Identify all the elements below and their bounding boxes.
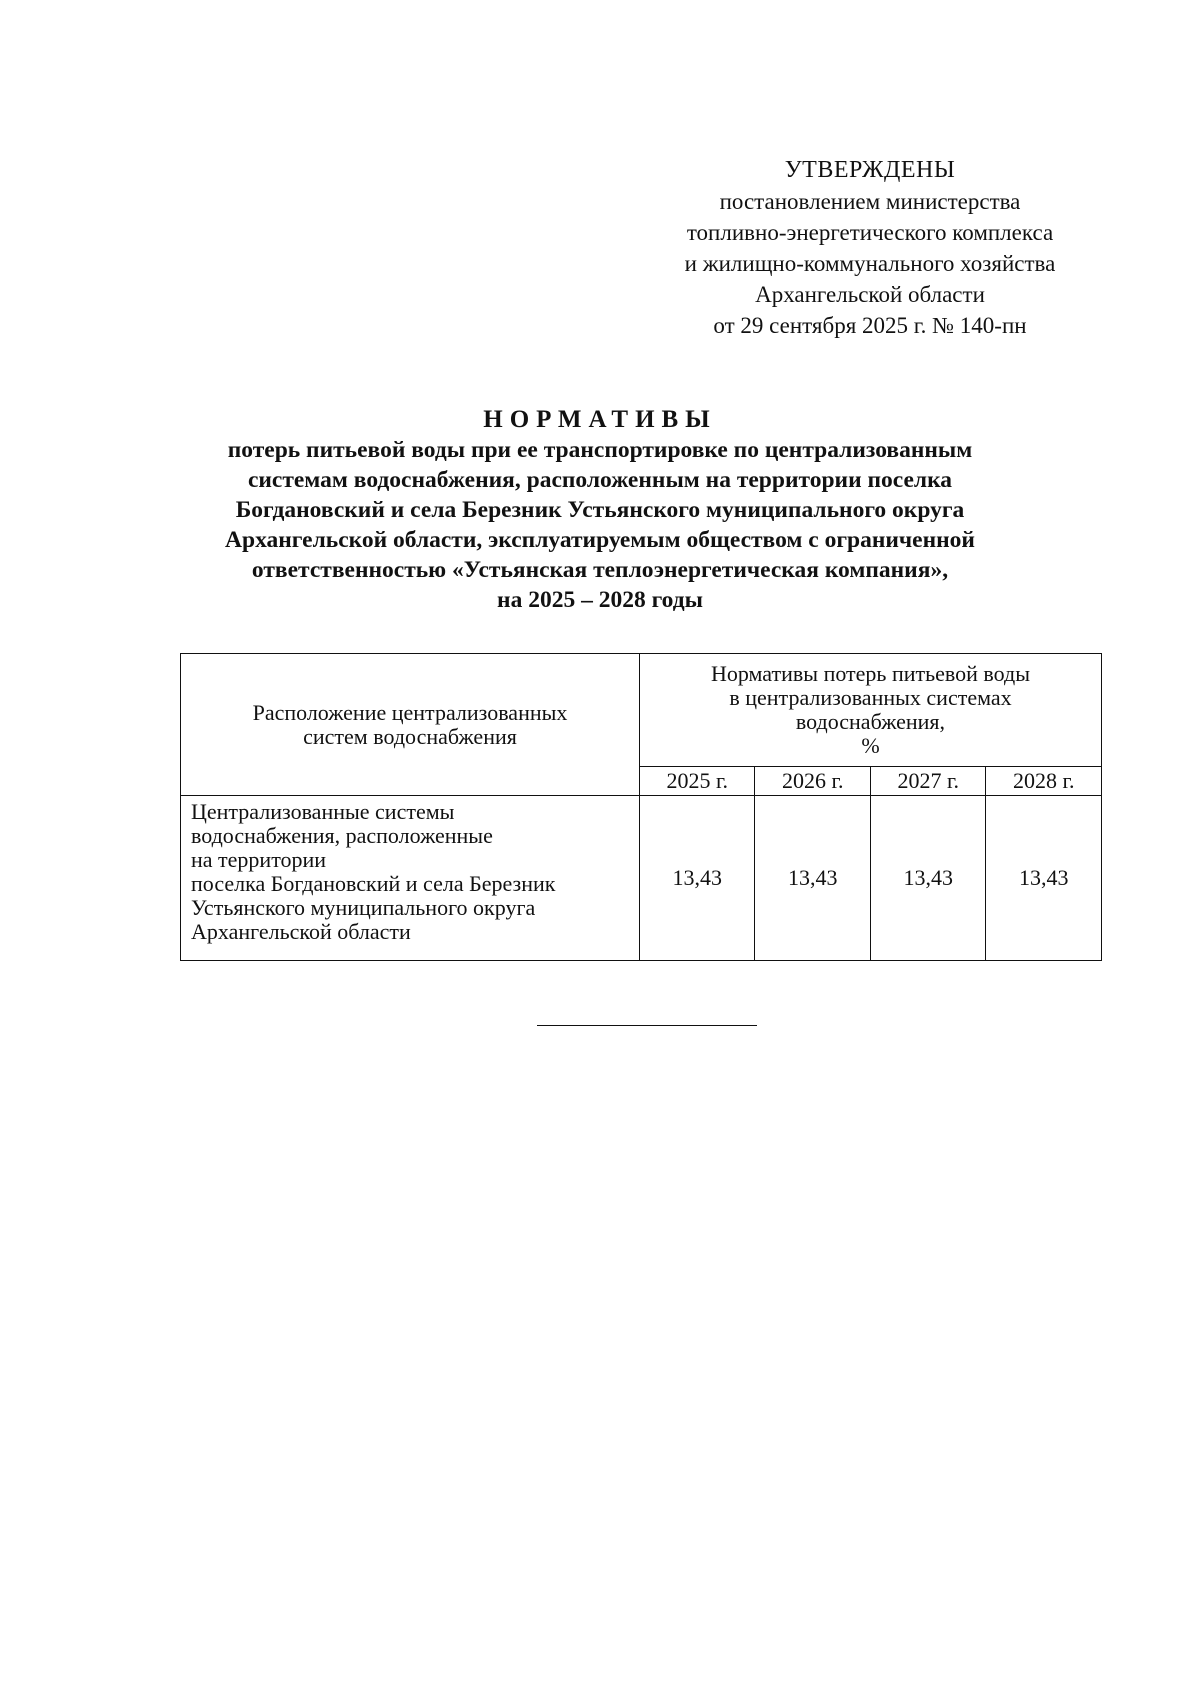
document-subtitle-line: Богдановский и села Березник Устьянского муниципального округа <box>235 497 965 523</box>
location-text-line: Устьянского муниципального округа <box>191 895 536 920</box>
norms-column-header <box>640 654 1102 767</box>
document-title-block <box>150 405 1050 615</box>
header-text-line: % <box>861 733 880 758</box>
location-text-line: Централизованные системы <box>191 799 455 824</box>
location-column-header <box>181 654 640 796</box>
location-text-line: поселка Богдановский и села Березник <box>191 871 556 896</box>
value-cell-2026: 13,43 <box>755 796 870 961</box>
approval-stamp-block <box>640 155 1100 341</box>
end-separator-line <box>537 1025 757 1026</box>
location-text-line: водоснабжения, расположенные <box>191 823 493 848</box>
approval-line: от 29 сентября 2025 г. № 140-пн <box>713 313 1027 338</box>
document-subtitle-line: ответственностью «Устьянская теплоэнергетическая компания», <box>251 557 949 583</box>
value-cell-2027: 13,43 <box>870 796 985 961</box>
year-header-2026: 2026 г. <box>755 767 870 796</box>
document-subtitle-line: на 2025 – 2028 годы <box>497 587 703 613</box>
norms-table <box>180 653 1102 961</box>
header-text-line: водоснабжения, <box>795 709 946 734</box>
table-header-row <box>181 654 1102 767</box>
value-cell-2025: 13,43 <box>640 796 755 961</box>
year-header-2027: 2027 г. <box>870 767 985 796</box>
header-text-line: Нормативы потерь питьевой воды <box>710 661 1031 686</box>
approval-line: постановлением министерства <box>719 189 1021 214</box>
approval-line: топливно-энергетического комплекса <box>686 220 1054 245</box>
value-cell-2028: 13,43 <box>986 796 1102 961</box>
table-row <box>181 796 1102 961</box>
location-text-line: Архангельской области <box>191 919 411 944</box>
document-subtitle-line: Архангельской области, эксплуатируемым обществом с ограниченной <box>225 527 975 553</box>
header-text-line: Расположение централизованных <box>252 699 568 725</box>
approval-line: Архангельской области <box>755 282 985 307</box>
document-subtitle-line: потерь питьевой воды при ее транспортировке по централизованным <box>227 437 973 463</box>
header-text-line: систем водоснабжения <box>303 723 517 749</box>
year-header-2028: 2028 г. <box>986 767 1102 796</box>
approval-heading: УТВЕРЖДЕНЫ <box>784 157 956 183</box>
location-cell <box>181 796 640 961</box>
document-title: НОРМАТИВЫ <box>483 406 717 433</box>
year-header-2025: 2025 г. <box>640 767 755 796</box>
header-text-line: в централизованных системах <box>729 685 1012 710</box>
document-subtitle-line: системам водоснабжения, расположенным на территории поселка <box>247 467 953 493</box>
approval-line: и жилищно-коммунального хозяйства <box>684 251 1056 276</box>
location-text-line: на территории <box>191 847 327 872</box>
